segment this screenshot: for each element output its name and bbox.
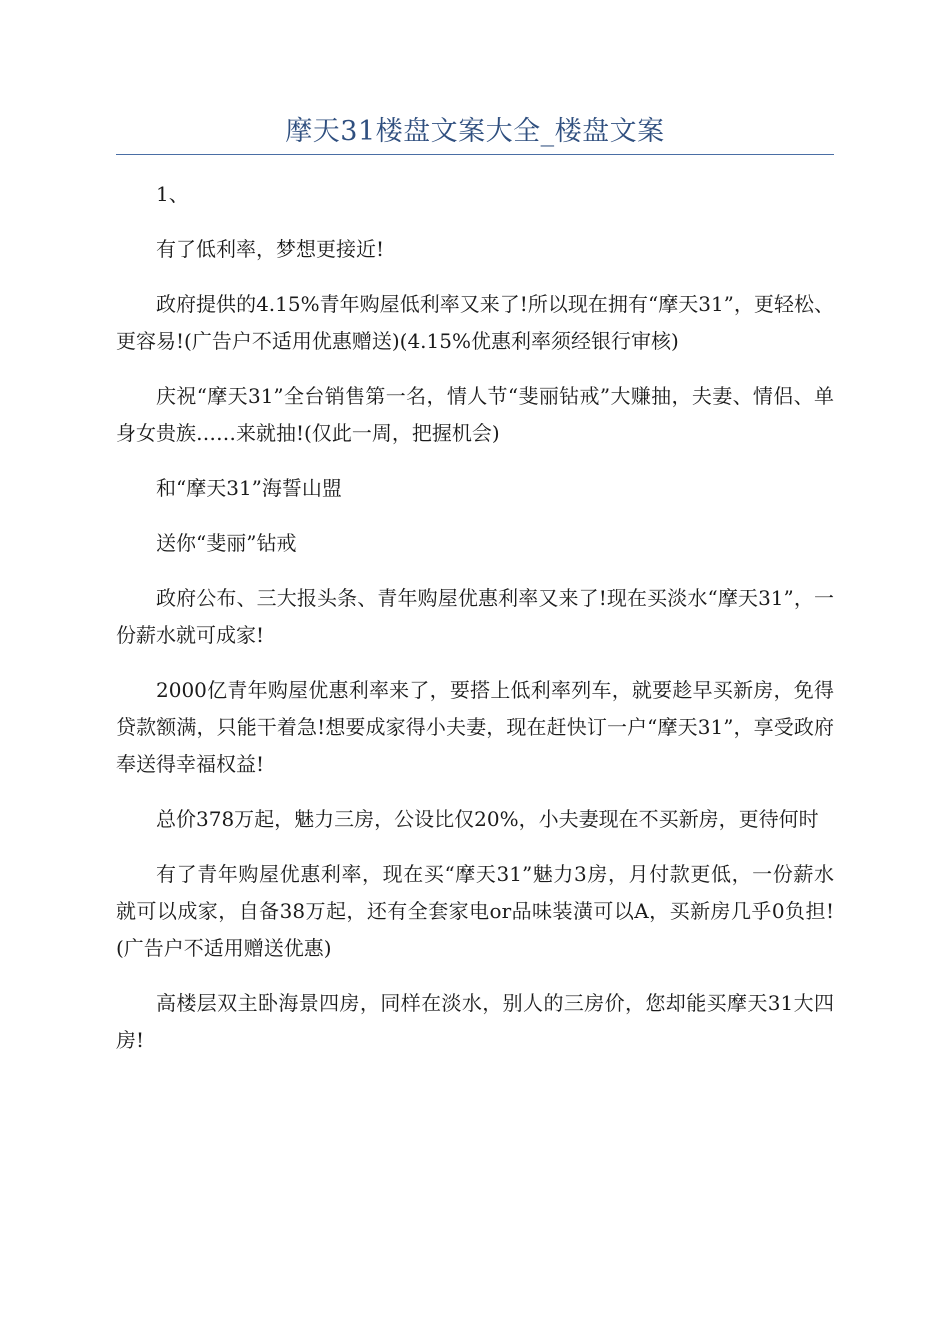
- paragraph: 1、: [156, 182, 189, 206]
- paragraph: 和“摩天31”海誓山盟: [156, 476, 342, 500]
- paragraph: 2000亿青年购屋优惠利率来了，要搭上低利率列车，就要趁早买新房，免得贷款额满，只能干着急!想要成家得小夫妻，现在赶快订一户“摩天31”，享受政府奉送得幸福权益!: [116, 678, 834, 776]
- paragraph: 有了低利率，梦想更接近!: [156, 237, 385, 261]
- paragraph: 高楼层双主卧海景四房，同样在淡水，别人的三房价，您却能买摩天31大四房!: [116, 991, 834, 1052]
- document-body: [116, 176, 834, 1077]
- paragraph: 有了青年购屋优惠利率，现在买“摩天31”魅力3房，月付款更低，一份薪水就可以成家，自备38万起，还有全套家电or品味装潢可以A，买新房几乎0负担!(广告户不适用赠送优惠): [116, 862, 834, 960]
- document-title: 摩天31楼盘文案大全_楼盘文案: [285, 116, 665, 147]
- paragraph: 政府提供的4.15%青年购屋低利率又来了!所以现在拥有“摩天31”，更轻松、更容易!(广告户不适用优惠赠送)(4.15%优惠利率须经银行审核): [116, 292, 834, 353]
- paragraph: 总价378万起，魅力三房，公设比仅20%，小夫妻现在不买新房，更待何时: [156, 807, 819, 831]
- paragraph: 庆祝“摩天31”全台销售第一名，情人节“斐丽钻戒”大赚抽，夫妻、情侣、单身女贵族……来就抽!(仅此一周，把握机会): [116, 384, 834, 445]
- title-underline: [116, 154, 834, 155]
- paragraph: 政府公布、三大报头条、青年购屋优惠利率又来了!现在买淡水“摩天31”，一份薪水就可成家!: [116, 586, 834, 647]
- paragraph: 送你“斐丽”钻戒: [156, 531, 297, 555]
